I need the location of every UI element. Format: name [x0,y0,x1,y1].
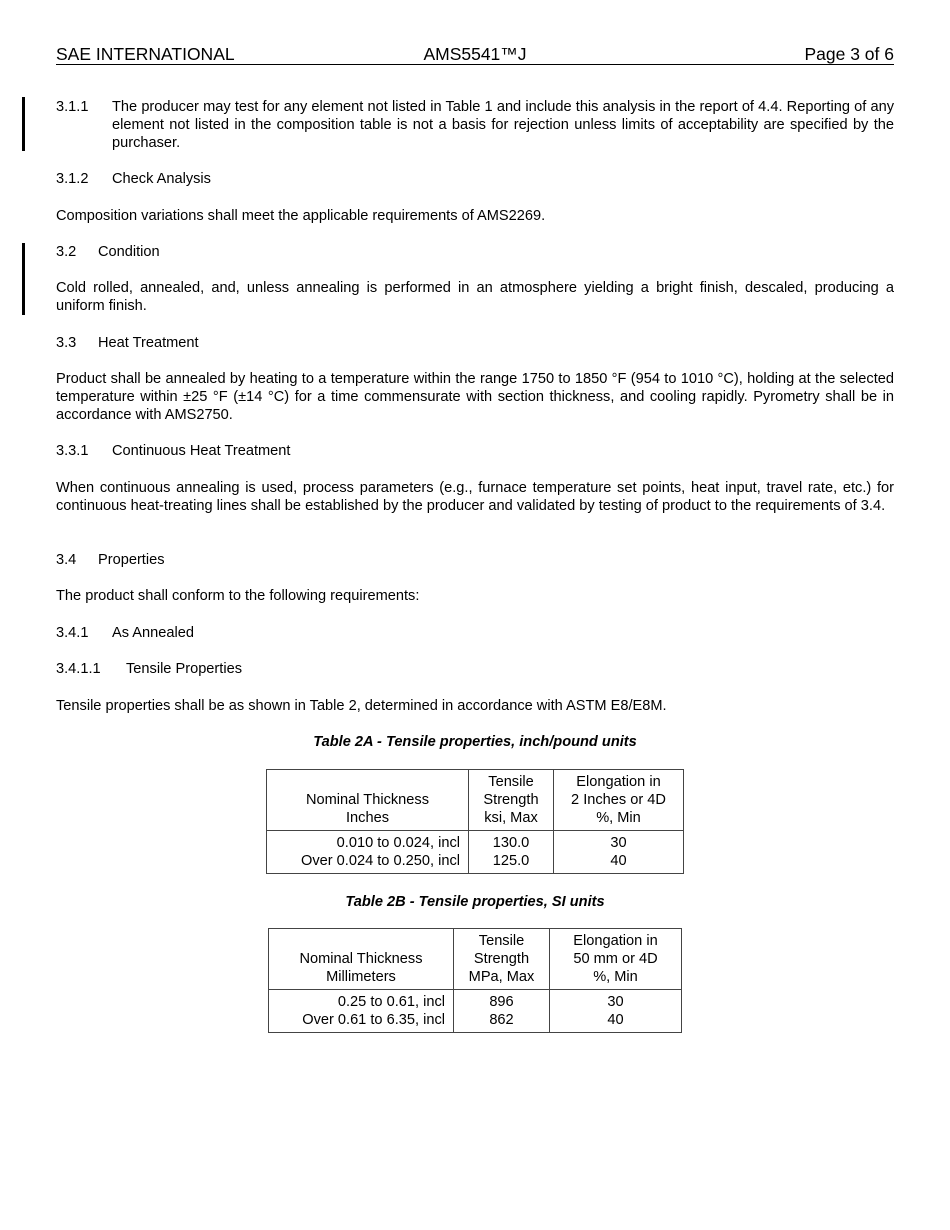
section-title: Properties [98,552,165,568]
cell-thickness: Over 0.61 to 6.35, incl [269,1011,454,1033]
table-row [267,831,684,853]
table-header-row [267,770,684,831]
section-3-1-2-heading [56,170,894,188]
section-number: 3.1.2 [56,171,89,187]
cell-thickness: Over 0.024 to 0.250, incl [267,852,469,874]
section-number: 3.1.1 [56,99,89,115]
table-row [269,990,682,1012]
section-title: Tensile Properties [126,661,242,677]
header-tensile-strength: Tensile Strength MPa, Max [454,929,550,990]
section-3-4-1-1-heading [56,660,894,678]
cell-tensile: 896 [454,990,550,1012]
header-doc-id: AMS5541™J [423,44,527,64]
section-3-3-text: Product shall be annealed by heating to a temperature within the range 1750 to 1850 °F (954 to 1010 °C), holding at the selected temperature within ±25 °F (±14 °C) for a time commensurate with section thickness, and cooling rapidly. Pyrometry shall be in accordance with AMS2750. [56,371,894,423]
section-title: Heat Treatment [98,335,199,351]
section-3-2-text: Cold rolled, annealed, and, unless annealing is performed in an atmosphere yielding a bright finish, descaled, producing a uniform finish. [56,280,894,314]
section-3-4-text: The product shall conform to the following requirements: [56,588,420,604]
cell-tensile: 125.0 [469,852,554,874]
table-2a [266,769,684,874]
change-bar [22,97,25,151]
section-text: The producer may test for any element not listed in Table 1 and include this analysis in the report of 4.4. Reporting of any element not listed in the composition table is not a basis for rejection unless limits of acceptability are specified by the purchaser. [112,99,894,151]
cell-elongation: 40 [550,1011,682,1033]
section-3-4-1-1-text: Tensile properties shall be as shown in Table 2, determined in accordance with ASTM E8/E8M. [56,698,667,714]
header-elongation: Elongation in 50 mm or 4D %, Min [550,929,682,990]
page-header [56,44,894,65]
section-3-2-heading [56,243,894,261]
section-number: 3.4.1 [56,625,89,641]
section-title: As Annealed [112,625,194,641]
header-nominal-thickness: Nominal Thickness Millimeters [269,929,454,990]
table-row [269,1011,682,1033]
table-2b-caption: Table 2B - Tensile properties, SI units [345,894,605,910]
section-3-3-heading [56,334,894,352]
table-2b [268,928,682,1033]
section-number: 3.4.1.1 [56,661,101,677]
header-tensile-strength: Tensile Strength ksi, Max [469,770,554,831]
cell-elongation: 30 [554,831,684,853]
header-org: SAE INTERNATIONAL [56,44,235,64]
section-number: 3.4 [56,552,77,568]
header-page-number: Page 3 of 6 [804,44,894,64]
section-title: Check Analysis [112,171,211,187]
cell-thickness: 0.25 to 0.61, incl [269,990,454,1012]
section-3-3-1-heading [56,442,894,460]
header-nominal-thickness: Nominal Thickness Inches [267,770,469,831]
section-number: 3.2 [56,244,77,260]
table-header-row [269,929,682,990]
section-3-3-1-text: When continuous annealing is used, process parameters (e.g., furnace temperature set points, heat input, travel rate, etc.) for continuous heat-treating lines shall be established by the producer and validated by testing of product to the requirements of 3.4. [56,480,894,514]
cell-elongation: 40 [554,852,684,874]
section-3-4-heading [56,551,894,569]
table-2a-caption: Table 2A - Tensile properties, inch/pound units [313,734,637,750]
header-elongation: Elongation in 2 Inches or 4D %, Min [554,770,684,831]
section-title: Continuous Heat Treatment [112,443,291,459]
section-number: 3.3.1 [56,443,89,459]
section-3-1-1 [56,98,894,152]
change-bar [22,243,25,315]
cell-thickness: 0.010 to 0.024, incl [267,831,469,853]
section-number: 3.3 [56,335,77,351]
section-title: Condition [98,244,160,260]
cell-tensile: 862 [454,1011,550,1033]
section-3-4-1-heading [56,624,894,642]
cell-elongation: 30 [550,990,682,1012]
cell-tensile: 130.0 [469,831,554,853]
section-3-1-2-text: Composition variations shall meet the applicable requirements of AMS2269. [56,208,546,224]
table-row [267,852,684,874]
